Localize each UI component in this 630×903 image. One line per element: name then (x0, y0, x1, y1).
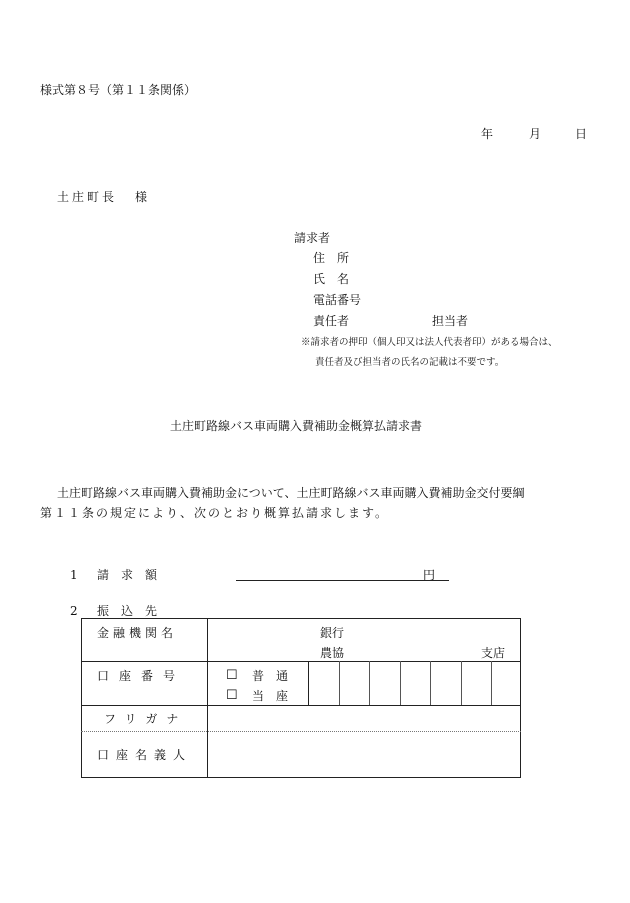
amount-label: 請 求 額 (97, 568, 158, 582)
agri-coop-suffix: 農協 (320, 646, 345, 660)
name-label: 氏 名 (313, 272, 350, 286)
account-holder-label: 口座名義人 (97, 748, 193, 762)
transfer-label: 振 込 先 (97, 604, 158, 618)
institution-input[interactable] (208, 622, 518, 660)
transfer-number: 2 (70, 604, 78, 618)
document-title: 土庄町路線バス車両購入費補助金概算払請求書 (170, 419, 423, 433)
responsible-label: 責任者 (313, 314, 350, 328)
account-holder-input[interactable] (208, 732, 518, 775)
date-month: 月 (529, 127, 542, 141)
body-line-1: 土庄町路線バス車両購入費補助金について、土庄町路線バス車両購入費補助金交付要綱 (57, 486, 525, 500)
account-number-input[interactable] (309, 662, 519, 704)
amount-number: 1 (70, 568, 78, 582)
addressee-honorific: 様 (135, 190, 148, 204)
requester-heading: 請求者 (294, 231, 331, 245)
furigana-label: フリガナ (104, 712, 188, 726)
ordinary-label: 普 通 (252, 669, 289, 683)
current-checkbox[interactable]: ☐ (226, 688, 238, 703)
date-year: 年 (481, 127, 494, 141)
phone-label: 電話番号 (313, 293, 362, 307)
institution-label: 金融機関名 (97, 626, 178, 640)
bank-suffix: 銀行 (320, 626, 345, 640)
date-day: 日 (575, 127, 588, 141)
branch-suffix: 支店 (481, 646, 506, 660)
amount-underline[interactable] (236, 580, 449, 581)
furigana-input[interactable] (208, 706, 518, 730)
body-line-2: 第１１条の規定により、次のとおり概算払請求します。 (40, 506, 390, 520)
ordinary-checkbox[interactable]: ☐ (226, 668, 238, 683)
addressee-name: 土庄町長 (57, 190, 118, 204)
contact-label: 担当者 (432, 314, 469, 328)
address-label: 住 所 (313, 251, 350, 265)
seal-note-line1: ※請求者の押印（個人印又は法人代表者印）がある場合は、 (301, 337, 558, 348)
amount-unit: 円 (423, 568, 436, 582)
seal-note-line2: 責任者及び担当者の氏名の記載は不要です。 (315, 357, 505, 368)
form-number: 様式第８号（第１１条関係） (40, 83, 197, 97)
current-label: 当 座 (252, 689, 289, 703)
account-number-label: 口座番号 (97, 669, 186, 683)
